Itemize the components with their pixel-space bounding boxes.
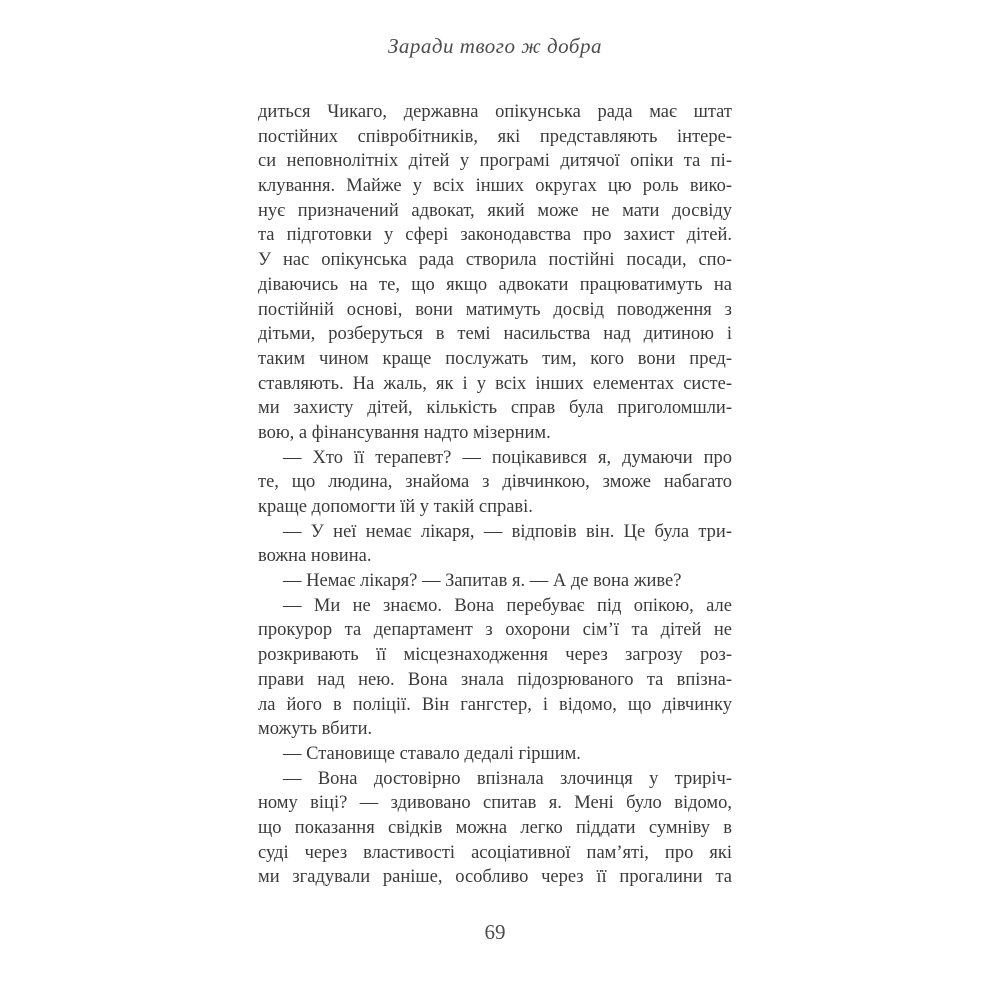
text-line: — Становище ставало дедалі гіршим. bbox=[283, 743, 581, 764]
text-line: — У неї немає лікаря, — відповів він. Це була три- bbox=[283, 521, 732, 542]
text-line: дітьми, розберуться в темі насильства над дитиною і bbox=[258, 324, 732, 345]
text-line: ми згадували раніше, особливо через її прогалини та bbox=[258, 867, 732, 888]
text-line: — Ми не знаємо. Вона перебуває під опікою, але bbox=[283, 595, 732, 616]
text-line: вою, а фінансування надто мізерним. bbox=[258, 422, 551, 443]
text-line: диться Чикаго, державна опікунська рада має штат bbox=[258, 102, 732, 122]
text-line: прави над нею. Вона знала підозрюваного та впізна- bbox=[258, 669, 732, 690]
text-line: У нас опікунська рада створила постійні посади, спо- bbox=[258, 250, 732, 271]
page-number: 69 bbox=[484, 920, 506, 944]
text-line: постійних співробітників, які представляють інтере- bbox=[258, 126, 732, 147]
text-line: вожна новина. bbox=[258, 546, 372, 567]
body-text bbox=[258, 100, 732, 890]
text-line: постійній основі, вони матимуть досвід поводження з bbox=[258, 299, 732, 320]
text-line: краще допомогти їй у такій справі. bbox=[258, 497, 533, 517]
text-line: що показання свідків можна легко піддати сумніву в bbox=[258, 817, 732, 838]
text-line: — Немає лікаря? — Запитав я. — А де вона живе? bbox=[283, 571, 682, 592]
text-line: ному віці? — здивовано спитав я. Мені було відомо, bbox=[258, 793, 732, 814]
text-line: суді через властивості асоціативної пам’яті, про які bbox=[258, 842, 732, 863]
text-line: прокурор та департамент з охорони сім’ї та дітей не bbox=[258, 620, 732, 641]
running-header: Заради твого ж добра bbox=[388, 34, 602, 58]
text-line: ставляють. На жаль, як і у всіх інших елементах систе- bbox=[258, 373, 732, 394]
text-line: си неповнолітніх дітей у програмі дитячої опіки та пі- bbox=[258, 151, 732, 172]
text-line: ми захисту дітей, кількість справ була приголомшли- bbox=[258, 398, 732, 419]
text-line: та підготовки у сфері законодавства про захист дітей. bbox=[258, 225, 732, 246]
text-line: розкривають її місцезнаходження через загрозу роз- bbox=[258, 645, 732, 666]
text-line: діваючись на те, що якщо адвокати працюватимуть на bbox=[258, 274, 732, 295]
text-line: те, що людина, знайома з дівчинкою, зможе набагато bbox=[258, 472, 732, 493]
text-line: клування. Майже у всіх інших округах цю роль вико- bbox=[258, 176, 732, 197]
text-line: можуть вбити. bbox=[258, 719, 373, 740]
text-line: таким чином краще послужать тим, кого вони пред- bbox=[258, 348, 732, 369]
text-line: — Хто її терапевт? — поцікавився я, думаючи про bbox=[283, 447, 732, 468]
text-line: — Вона достовірно впізнала злочинця у триріч- bbox=[283, 768, 732, 789]
text-line: нує призначений адвокат, який може не мати досвіду bbox=[258, 200, 732, 221]
text-line: ла його в поліції. Він гангстер, і відомо, що дівчинку bbox=[258, 694, 732, 715]
